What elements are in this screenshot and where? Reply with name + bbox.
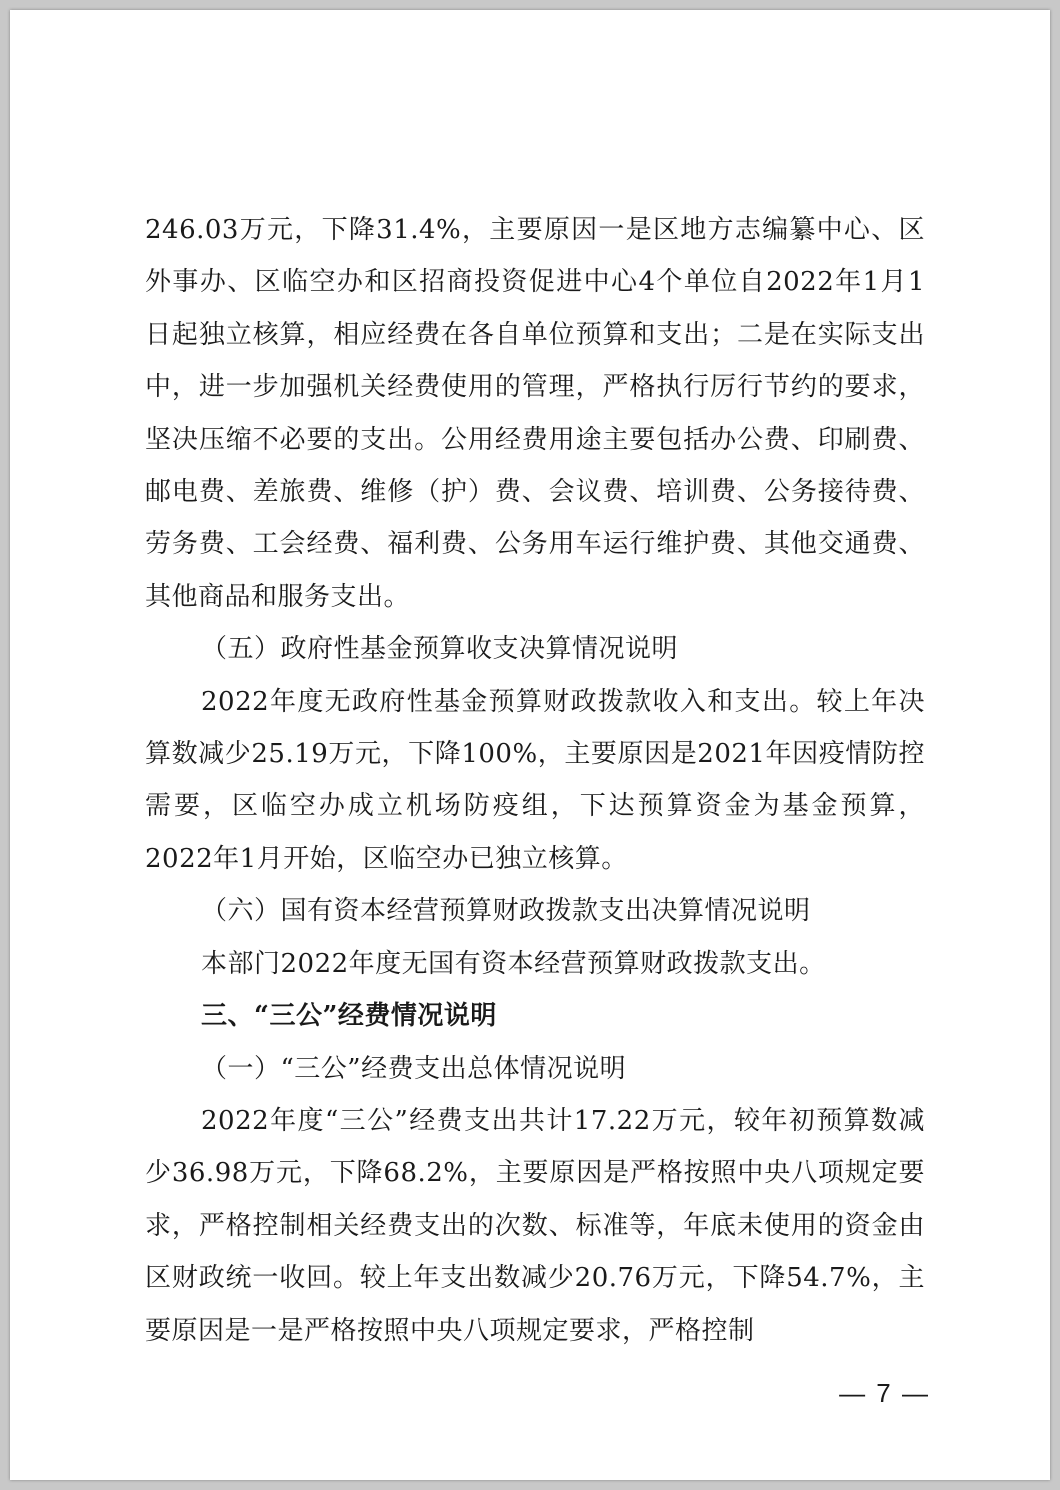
paragraph-public-funds-continued: 246.03万元，下降31.4%，主要原因一是区地方志编纂中心、区外事办、区临空办和区招商投资促进中心4个单位自2022年1月1日起独立核算，相应经费在各自单位预算和支出；二是在实际支出中，进一步加强机关经费使用的管理，严格执行厉行节约的要求，坚决压缩不必要的支出。公用经费用途主要包括办公费、印刷费、邮电费、差旅费、维修（护）费、会议费、培训费、公务接待费、劳务费、工会经费、福利费、公务用车运行维护费、其他交通费、其他商品和服务支出。 [145, 215, 925, 612]
heading-state-capital-budget: （六）国有资本经营预算财政拨款支出决算情况说明 [201, 896, 811, 927]
heading-three-public-overall: （一）“三公”经费支出总体情况说明 [201, 1053, 627, 1084]
heading-government-fund-budget: （五）政府性基金预算收支决算情况说明 [201, 634, 679, 665]
heading-three-public-expenses: 三、“三公”经费情况说明 [201, 1001, 497, 1032]
paragraph-three-public-overall: 2022年度“三公”经费支出共计17.22万元，较年初预算数减少36.98万元，下降68.2%，主要原因是严格按照中央八项规定要求，严格控制相关经费支出的次数、标准等，年底未使用的资金由区财政统一收回。较上年支出数减少20.76万元，下降54.7%，主要原因是一是严格按照中央八项规定要求，严格控制 [145, 1105, 925, 1346]
paragraph-state-capital-budget: 本部门2022年度无国有资本经营预算财政拨款支出。 [201, 948, 826, 979]
document-page [10, 10, 1050, 1480]
paragraph-government-fund-budget: 2022年度无政府性基金预算财政拨款收入和支出。较上年决算数减少25.19万元，下降100%，主要原因是2021年因疫情防控需要，区临空办成立机场防疫组，下达预算资金为基金预算，2022年1月开始，区临空办已独立核算。 [145, 686, 925, 874]
page-body [145, 204, 925, 1357]
page-number: — 7 — [839, 1378, 930, 1408]
